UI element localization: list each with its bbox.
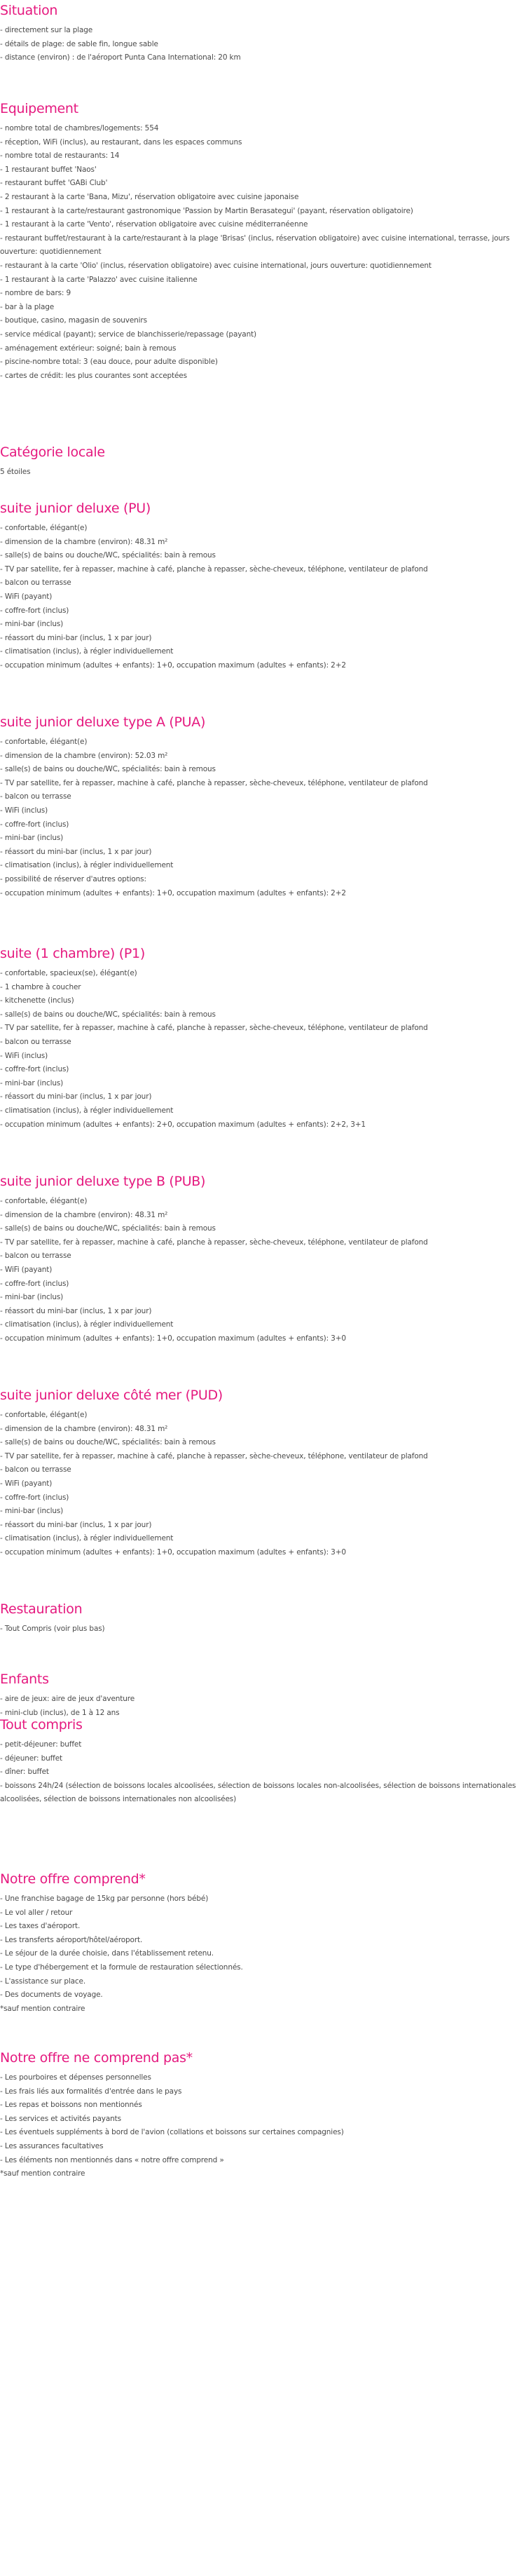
section-enfants	[0, 1669, 525, 1720]
text-line: - mini-club (inclus), de 1 à 12 ans	[0, 1708, 120, 1717]
text-line: - Tout Compris (voir plus bas)	[0, 1625, 105, 1633]
text-line: - coffre-fort (inclus)	[0, 1279, 69, 1288]
text-line: - boutique, casino, magasin de souvenirs	[0, 316, 147, 325]
text-line: - réception, WiFi (inclus), au restaurant, dans les espaces communs	[0, 137, 242, 147]
section-equipement	[0, 98, 525, 383]
text-line: - mini-bar (inclus)	[0, 834, 64, 843]
text-line: - 1 restaurant à la carte 'Vento', réservation obligatoire avec cuisine méditerranéenne	[0, 220, 308, 229]
text-line: - réassort du mini-bar (inclus, 1 x par jour)	[0, 847, 152, 856]
text-line: - bar à la plage	[0, 302, 55, 311]
text-line: - confortable, élégant(e)	[0, 1411, 88, 1419]
section-body	[0, 967, 525, 1132]
text-line: - aménagement extérieur: soigné; bain à remous	[0, 344, 177, 353]
text-line: - Le vol aller / retour	[0, 1908, 73, 1917]
section-title: Notre offre comprend*	[0, 1871, 146, 1887]
section-title: Restauration	[0, 1601, 83, 1617]
text-line: - mini-bar (inclus)	[0, 620, 64, 629]
text-line: - réassort du mini-bar (inclus, 1 x par jour)	[0, 1520, 152, 1529]
text-line: - Les transferts aéroport/hôtel/aéroport.	[0, 1935, 143, 1944]
text-line: - Les pourboires et dépenses personnelles	[0, 2073, 151, 2082]
text-line: - dimension de la chambre (environ): 48.31 m²	[0, 537, 168, 546]
text-line: - Les éventuels suppléments à bord de l'avion (collations et boissons sur certaines compagnies)	[0, 2128, 344, 2137]
text-line: - réassort du mini-bar (inclus, 1 x par jour)	[0, 1092, 152, 1101]
text-line: - confortable, élégant(e)	[0, 738, 88, 746]
section-pud	[0, 1385, 525, 1560]
text-line: - occupation minimum (adultes + enfants): 1+0, occupation maximum (adultes + enfants): 3+0	[0, 1334, 346, 1343]
text-line: - 2 restaurant à la carte 'Bana, Mizu', réservation obligatoire avec cuisine japonaise	[0, 192, 299, 201]
text-line: - WiFi (payant)	[0, 1265, 53, 1274]
text-line: - balcon ou terrasse	[0, 1465, 71, 1475]
text-line: - Les taxes d'aéroport.	[0, 1922, 81, 1931]
text-line: - Les éléments non mentionnés dans « notre offre comprend »	[0, 2155, 224, 2164]
text-line: - restaurant buffet/restaurant à la carte/restaurant à la plage 'Brisas' (inclus, réservation obligatoire) avec cuisine international, terrasse, jours ouverture: quotidiennement	[0, 233, 510, 257]
text-line: - 1 restaurant à la carte/restaurant gastronomique 'Passion by Martin Berasategui' (payant, réservation obligatoire)	[0, 206, 413, 215]
text-line: - coffre-fort (inclus)	[0, 606, 69, 615]
text-line: - salle(s) de bains ou douche/WC, spécialités: bain à remous	[0, 765, 216, 774]
text-line: - TV par satellite, fer à repasser, machine à café, planche à repasser, sèche-cheveux, téléphone, ventilateur de plafond	[0, 778, 428, 787]
text-line: - TV par satellite, fer à repasser, machine à café, planche à repasser, sèche-cheveux, téléphone, ventilateur de plafond	[0, 1024, 428, 1033]
text-line: - WiFi (inclus)	[0, 1051, 48, 1060]
text-line: - dimension de la chambre (environ): 48.31 m²	[0, 1210, 168, 1219]
text-line: - mini-bar (inclus)	[0, 1293, 64, 1302]
text-line: - occupation minimum (adultes + enfants): 2+0, occupation maximum (adultes + enfants): 2+2, 3+1	[0, 1120, 366, 1129]
text-line: - Les services et activités payants	[0, 2114, 121, 2123]
text-line: - L'assistance sur place.	[0, 1977, 86, 1986]
text-line: - WiFi (inclus)	[0, 806, 48, 815]
section-body	[0, 1195, 525, 1346]
section-title: Catégorie locale	[0, 445, 105, 460]
text-line: - restaurant à la carte 'Olio' (inclus, réservation obligatoire) avec cuisine international, jours ouverture: quotidiennement	[0, 261, 432, 270]
text-line: - distance (environ) : de l'aéroport Punta Cana International: 20 km	[0, 53, 241, 62]
section-body	[0, 466, 525, 480]
section-body	[0, 522, 525, 673]
section-offre-comprend	[0, 1869, 525, 2016]
text-line: - nombre de bars: 9	[0, 289, 71, 298]
text-line: - déjeuner: buffet	[0, 1754, 62, 1763]
text-line: *sauf mention contraire	[0, 2169, 85, 2178]
section-title: suite junior deluxe (PU)	[0, 501, 151, 516]
section-body	[0, 122, 525, 383]
text-line: - climatisation (inclus), à régler individuellement	[0, 1534, 174, 1543]
text-line: - Les frais liés aux formalités d'entrée dans le pays	[0, 2087, 182, 2096]
section-pu	[0, 498, 525, 673]
text-line: - confortable, élégant(e)	[0, 524, 88, 532]
text-line: - occupation minimum (adultes + enfants): 1+0, occupation maximum (adultes + enfants): 2+2	[0, 660, 346, 670]
section-title: suite junior deluxe type A (PUA)	[0, 714, 206, 730]
text-line: - confortable, élégant(e)	[0, 1197, 88, 1205]
text-line: - occupation minimum (adultes + enfants): 1+0, occupation maximum (adultes + enfants): 3+0	[0, 1547, 346, 1557]
text-line: - Les repas et boissons non mentionnés	[0, 2101, 142, 2110]
section-offre-ne-comprend	[0, 2047, 525, 2181]
text-line: - possibilité de réserver d'autres options:	[0, 874, 146, 883]
section-title: suite junior deluxe type B (PUB)	[0, 1174, 206, 1189]
text-line: - petit-déjeuner: buffet	[0, 1740, 82, 1749]
text-line: - climatisation (inclus), à régler individuellement	[0, 647, 174, 656]
section-title: Situation	[0, 3, 58, 18]
text-line: - TV par satellite, fer à repasser, machine à café, planche à repasser, sèche-cheveux, téléphone, ventilateur de plafond	[0, 564, 428, 574]
text-line: - dimension de la chambre (environ): 52.03 m²	[0, 751, 168, 760]
text-line: - détails de plage: de sable fin, longue sable	[0, 39, 158, 48]
text-line: - salle(s) de bains ou douche/WC, spécialités: bain à remous	[0, 1224, 216, 1233]
text-line: - salle(s) de bains ou douche/WC, spécialités: bain à remous	[0, 1438, 216, 1447]
text-line: - coffre-fort (inclus)	[0, 1065, 69, 1074]
text-line: - salle(s) de bains ou douche/WC, spécialités: bain à remous	[0, 1010, 216, 1019]
text-line: - balcon ou terrasse	[0, 792, 71, 801]
text-line: 5 étoiles	[0, 468, 31, 476]
text-line: - balcon ou terrasse	[0, 578, 71, 588]
text-line: - mini-bar (inclus)	[0, 1078, 64, 1087]
text-line: - occupation minimum (adultes + enfants): 1+0, occupation maximum (adultes + enfants): 2+2	[0, 888, 346, 897]
text-line: - cartes de crédit: les plus courantes sont acceptées	[0, 371, 187, 380]
section-body	[0, 735, 525, 900]
section-categorie	[0, 442, 525, 480]
section-title: Enfants	[0, 1672, 49, 1687]
section-situation	[0, 0, 525, 65]
text-line: - balcon ou terrasse	[0, 1252, 71, 1261]
text-line: - climatisation (inclus), à régler individuellement	[0, 1320, 174, 1329]
text-line: - dîner: buffet	[0, 1768, 49, 1777]
section-pub	[0, 1171, 525, 1346]
section-title: Equipement	[0, 101, 78, 116]
section-title: suite junior deluxe côté mer (PUD)	[0, 1388, 223, 1403]
text-line: - WiFi (payant)	[0, 592, 53, 601]
text-line: - Les assurances facultatives	[0, 2141, 104, 2150]
text-line: - nombre total de chambres/logements: 554	[0, 124, 159, 133]
text-line: - Le séjour de la durée choisie, dans l'établissement retenu.	[0, 1949, 214, 1958]
section-p1	[0, 943, 525, 1132]
text-line: - WiFi (payant)	[0, 1479, 53, 1488]
text-line: - balcon ou terrasse	[0, 1037, 71, 1046]
text-line: - TV par satellite, fer à repasser, machine à café, planche à repasser, sèche-cheveux, téléphone, ventilateur de plafond	[0, 1451, 428, 1460]
text-line: - coffre-fort (inclus)	[0, 820, 69, 829]
section-title: Tout compris	[0, 1717, 83, 1733]
text-line: - 1 restaurant à la carte 'Palazzo' avec cuisine italienne	[0, 275, 198, 284]
text-line: - Une franchise bagage de 15kg par personne (hors bébé)	[0, 1894, 209, 1903]
text-line: - 1 restaurant buffet 'Naos'	[0, 165, 97, 174]
text-line: *sauf mention contraire	[0, 2004, 85, 2013]
text-line: - salle(s) de bains ou douche/WC, spécialités: bain à remous	[0, 551, 216, 560]
section-restauration	[0, 1599, 525, 1636]
text-line: - TV par satellite, fer à repasser, machine à café, planche à repasser, sèche-cheveux, téléphone, ventilateur de plafond	[0, 1238, 428, 1247]
text-line: - directement sur la plage	[0, 26, 93, 34]
section-tout-compris	[0, 1714, 525, 1807]
text-line: - service médical (payant); service de blanchisserie/repassage (payant)	[0, 330, 257, 339]
text-line: - boissons 24h/24 (sélection de boissons locales alcoolisées, sélection de boissons locales non-alcoolisées, sélection de boissons internationales alcoolisées, sélection de boissons internationales non alcoolisées)	[0, 1781, 516, 1804]
text-line: - dimension de la chambre (environ): 48.31 m²	[0, 1424, 168, 1433]
section-body	[0, 1622, 525, 1636]
text-line: - 1 chambre à coucher	[0, 982, 81, 991]
section-body	[0, 2071, 525, 2181]
text-line: - confortable, spacieux(se), élégant(e)	[0, 969, 137, 977]
text-line: - réassort du mini-bar (inclus, 1 x par jour)	[0, 1306, 152, 1315]
text-line: - mini-bar (inclus)	[0, 1507, 64, 1516]
text-line: - Le type d'hébergement et la formule de restauration sélectionnés.	[0, 1962, 243, 1972]
section-pua	[0, 712, 525, 900]
section-body	[0, 24, 525, 65]
text-line: - aire de jeux: aire de jeux d'aventure	[0, 1695, 135, 1703]
section-title: suite (1 chambre) (P1)	[0, 946, 145, 961]
section-body	[0, 1892, 525, 2016]
section-body	[0, 1409, 525, 1560]
text-line: - réassort du mini-bar (inclus, 1 x par jour)	[0, 633, 152, 642]
text-line: - restaurant buffet 'GABi Club'	[0, 179, 108, 188]
text-line: - kitchenette (inclus)	[0, 996, 74, 1005]
text-line: - climatisation (inclus), à régler individuellement	[0, 861, 174, 870]
section-body	[0, 1738, 525, 1807]
text-line: - coffre-fort (inclus)	[0, 1493, 69, 1502]
text-line: - Des documents de voyage.	[0, 1991, 103, 2000]
text-line: - climatisation (inclus), à régler individuellement	[0, 1106, 174, 1115]
text-line: - nombre total de restaurants: 14	[0, 151, 120, 161]
section-title: Notre offre ne comprend pas*	[0, 2050, 193, 2066]
text-line: - piscine-nombre total: 3 (eau douce, pour adulte disponible)	[0, 358, 218, 367]
